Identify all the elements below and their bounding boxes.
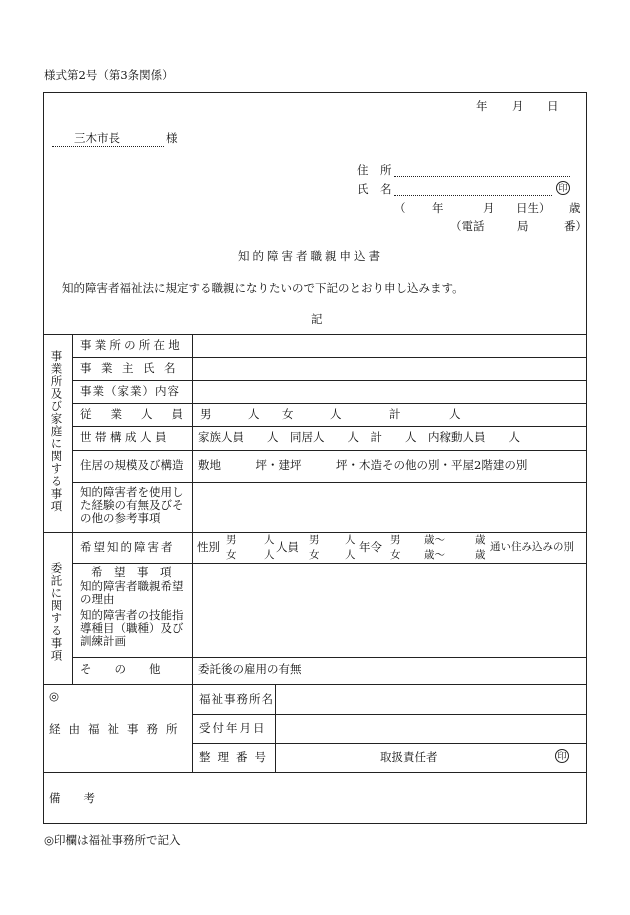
- label-owner-name: 事業主氏名: [80, 361, 185, 375]
- age-female-to: 歳: [475, 549, 486, 561]
- residence-content: 敷地 坪・建坪 坪・木造その他の別・平屋2階建の別: [198, 458, 528, 472]
- address-field[interactable]: [394, 166, 570, 177]
- members-male: 男: [309, 534, 320, 546]
- section-divider: [72, 334, 73, 684]
- row-line: [72, 380, 587, 381]
- label-desired-person: 希望知的障害者: [80, 540, 175, 554]
- row-line: [72, 426, 587, 427]
- label-business-location: [80, 340, 185, 352]
- age-male-from: 歳〜: [424, 534, 445, 546]
- desired-sex: 性別: [197, 540, 220, 554]
- addressee-suffix: 様: [166, 131, 178, 145]
- row-line: [72, 450, 587, 451]
- phone-label: （電話: [450, 219, 485, 233]
- employees-male-unit: 人: [248, 407, 260, 421]
- row-line: [72, 563, 587, 564]
- remarks-label: 備 考: [49, 791, 95, 805]
- ki-mark: 記: [311, 312, 323, 326]
- label-employees: 従業人員: [80, 407, 202, 421]
- birth-year: 年: [432, 201, 444, 215]
- section2-vertical-label: 委託に関する事項: [49, 562, 64, 662]
- section1-vertical-label: 事業所及び家庭に関する事項: [49, 350, 64, 513]
- birth-day: 日生）: [516, 201, 551, 215]
- label-other: そ の 他: [80, 662, 161, 676]
- desired-male-unit: 人: [264, 534, 275, 546]
- name-label: 氏 名: [357, 182, 392, 196]
- employees-female-unit: 人: [330, 407, 342, 421]
- date-year: 年: [476, 99, 488, 113]
- members-female: 女: [309, 549, 320, 561]
- desired-female-unit: 人: [264, 549, 275, 561]
- household-content: 家族人員 人 同居人 人 計 人 内稼動人員 人: [198, 430, 520, 444]
- commute-type: 通い住み込みの別: [490, 541, 574, 553]
- wish-reason: 知的障害者職親希望の理由: [80, 579, 184, 606]
- section-line: [43, 772, 587, 773]
- members-male-unit: 人: [345, 534, 356, 546]
- handler-seal: 印: [555, 749, 569, 763]
- section-line: [43, 684, 587, 685]
- label-welfare-office: 経由福祉事務所: [49, 722, 186, 736]
- age-female-from: 歳〜: [424, 549, 445, 561]
- row-line: [192, 743, 587, 744]
- age-female: 女: [390, 549, 401, 561]
- employees-total: 計: [389, 407, 401, 421]
- desired-female: 女: [226, 549, 237, 561]
- form-number: 様式第2号（第3条関係）: [44, 68, 174, 82]
- label-reception-date: 受付年月日: [199, 721, 267, 735]
- label-business-content: 事業（家業）内容: [80, 384, 180, 398]
- row-line: [192, 714, 587, 715]
- employees-male: 男: [200, 407, 212, 421]
- date-month: 月: [512, 99, 524, 113]
- name-field[interactable]: [394, 185, 552, 196]
- label-household: 世帯構成人員: [80, 430, 170, 444]
- phone-exchange: 局: [517, 219, 529, 233]
- other-content: 委託後の雇用の有無: [198, 662, 302, 676]
- table-top-border: [43, 334, 587, 335]
- applicant-seal: 印: [556, 181, 570, 195]
- row-line: [72, 482, 587, 483]
- desired-age: 年令: [359, 540, 382, 554]
- handler-label: 取扱責任者: [380, 750, 438, 764]
- label-experience: 知的障害者を使用した経験の有無及びその他の参考事項: [80, 485, 184, 525]
- row-line: [72, 357, 587, 358]
- footer-note: ◎印欄は福祉事務所で記入: [44, 833, 181, 847]
- row-line: [72, 657, 587, 658]
- date-day: 日: [547, 99, 559, 113]
- label-text: 事業所の所在地: [80, 338, 183, 352]
- label-residence: 住居の規模及び構造: [80, 458, 184, 472]
- form-title: 知的障害者職親申込書: [238, 249, 383, 263]
- label-office-name: 福祉事務所名: [199, 692, 274, 706]
- desired-members: 人員: [276, 540, 299, 554]
- age-male: 男: [390, 534, 401, 546]
- section-line: [43, 532, 587, 533]
- age-unit: 歳: [569, 201, 581, 215]
- row-line: [72, 403, 587, 404]
- age-male-to: 歳: [475, 534, 486, 546]
- col-line: [275, 684, 276, 772]
- phone-number: 番）: [564, 219, 587, 233]
- wish-items-title: 希 望 事 項: [91, 565, 172, 579]
- employees-total-unit: 人: [449, 407, 461, 421]
- desired-male: 男: [226, 534, 237, 546]
- birth-open: （: [394, 201, 406, 215]
- label-reference-number: 整理番号: [199, 750, 273, 764]
- employees-female: 女: [282, 407, 294, 421]
- members-female-unit: 人: [345, 549, 356, 561]
- birth-month: 月: [483, 201, 495, 215]
- address-label: 住 所: [357, 163, 392, 177]
- circle-mark: ◎: [49, 689, 60, 703]
- addressee-name: 三木市長: [74, 131, 120, 145]
- wish-training: 知的障害者の技能指導種目（職種）及び訓練計画: [80, 608, 184, 648]
- label-divider: [192, 334, 193, 772]
- body-text: 知的障害者福祉法に規定する職親になりたいので下記のとおり申し込みます。: [62, 281, 464, 295]
